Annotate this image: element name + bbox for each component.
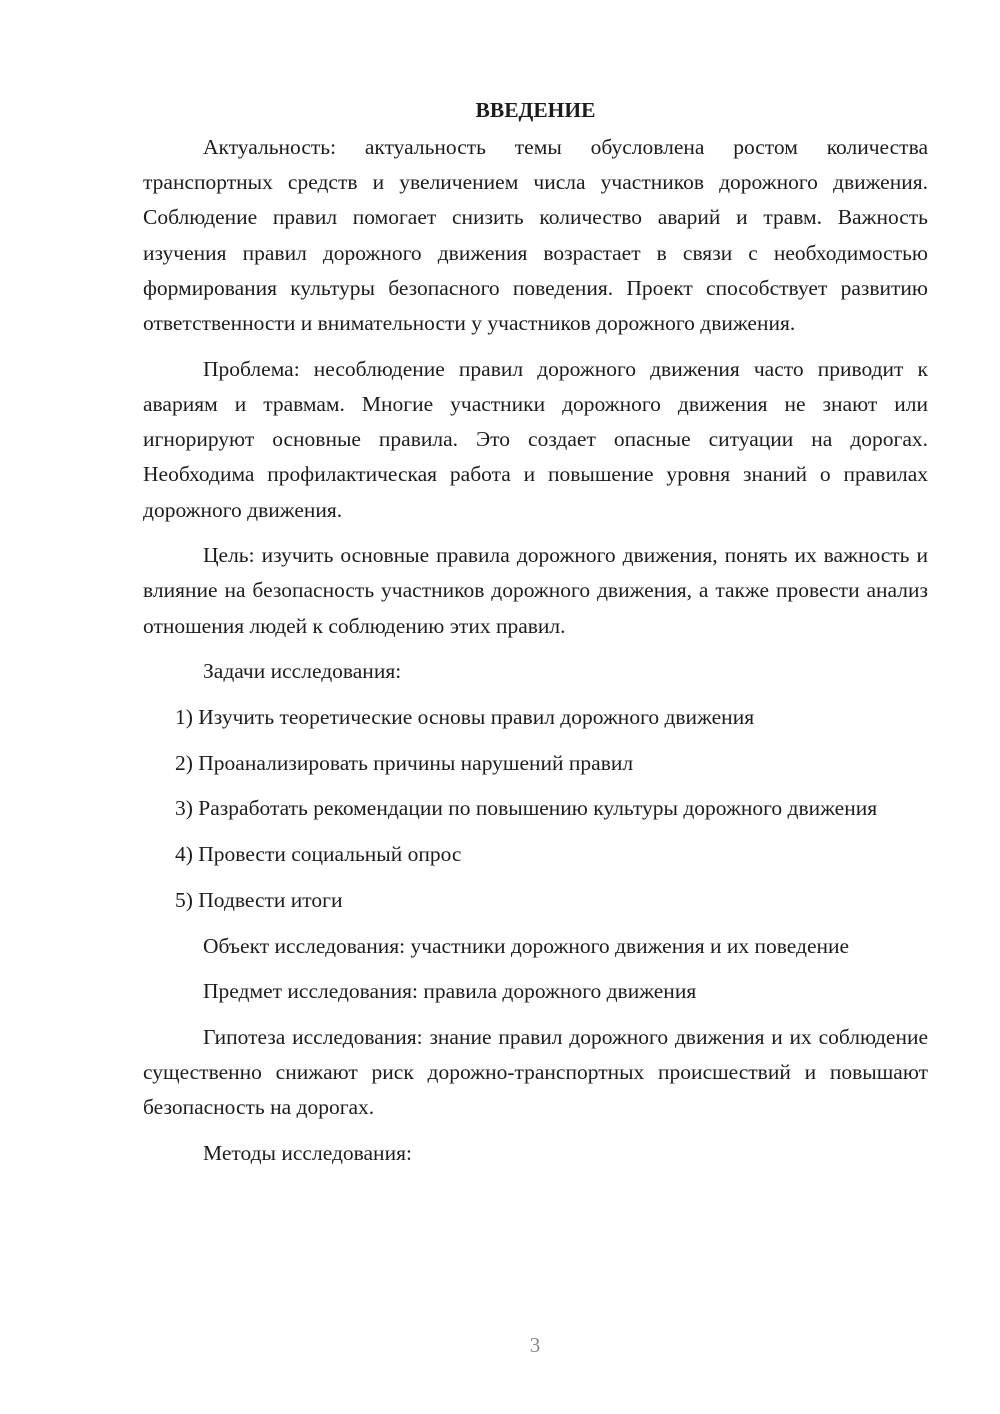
task-item: 4) Провести социальный опрос (175, 842, 462, 867)
task-item: 5) Подвести итоги (175, 887, 343, 912)
subject-paragraph: Предмет исследования: правила дорожного движения (203, 979, 697, 1004)
section-heading: ВВЕДЕНИЕ (475, 98, 596, 122)
methods-title: Методы исследования: (203, 1141, 412, 1166)
hypothesis-paragraph: Гипотеза исследования: знание правил дорожного движения и их соблюдение существенно снижают риск дорожно-транспортных происшествий и повышают безопасность на дорогах. (143, 1024, 928, 1120)
task-item: 2) Проанализировать причины нарушений правил (175, 750, 634, 775)
page-number: 3 (529, 1333, 541, 1357)
document-page (143, 92, 928, 1182)
object-paragraph: Объект исследования: участники дорожного движения и их поведение (203, 933, 850, 958)
problem-paragraph: Проблема: несоблюдение правил дорожного движения часто приводит к авариям и травмам. Многие участники дорожного движения не знают или игнорируют основные правила. Это создает опасные ситуации на дорогах. Необходима профилактическая работа и повышение уровня знаний о правилах дорожного движения. (143, 356, 928, 522)
task-item: 1) Изучить теоретические основы правил дорожного движения (175, 705, 755, 730)
task-item: 3) Разработать рекомендации по повышению культуры дорожного движения (175, 796, 878, 821)
tasks-title: Задачи исследования: (203, 659, 402, 684)
relevance-paragraph: Актуальность: актуальность темы обусловлена ростом количества транспортных средств и увеличением числа участников дорожного движения. Соблюдение правил помогает снизить количество аварий и травм. Важность изучения правил дорожного движения возрастает в связи с необходимостью формирования культуры безопасного поведения. Проект способствует развитию ответственности и внимательности у участников дорожного движения. (143, 135, 928, 336)
goal-paragraph: Цель: изучить основные правила дорожного движения, понять их важность и влияние на безопасность участников дорожного движения, а также провести анализ отношения людей к соблюдению этих правил. (143, 543, 928, 638)
